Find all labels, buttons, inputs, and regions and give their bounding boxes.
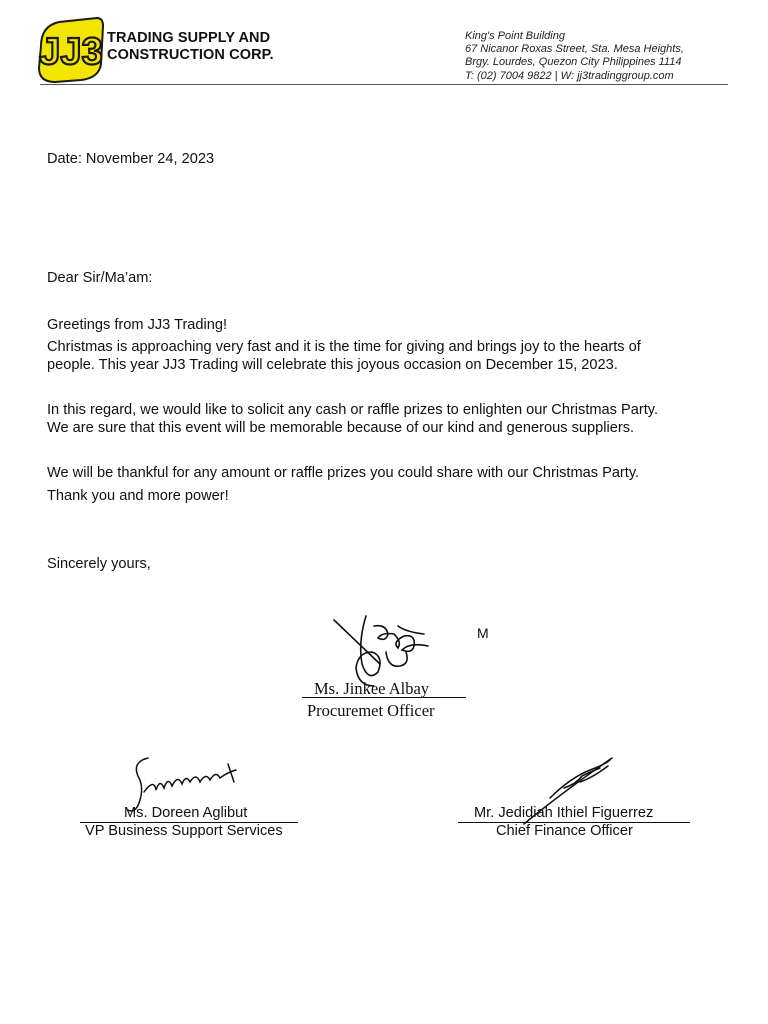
paragraph-4: Thank you and more power! (47, 488, 229, 504)
salutation: Dear Sir/Ma’am: (47, 270, 153, 286)
company-logo (35, 12, 105, 84)
signatory-title: Chief Finance Officer (496, 823, 633, 839)
company-name (107, 30, 274, 64)
company-name-line1: TRADING SUPPLY AND (107, 30, 271, 46)
signatory-name: Ms. Doreen Aglibut (124, 805, 248, 821)
initial-mark: M (477, 625, 489, 641)
paragraph-2-line-2: We are sure that this event will be memorable because of our kind and generous suppliers. (47, 420, 635, 436)
signatory-name: Mr. Jedidiah Ithiel Figuerrez (474, 805, 654, 821)
company-name-line2: CONSTRUCTION CORP. (107, 47, 274, 63)
paragraph-1-line-1: Christmas is approaching very fast and it is the time for giving and brings joy to the hearts of (47, 339, 641, 355)
letter-date: Date: November 24, 2023 (47, 151, 215, 167)
address-line: 67 Nicanor Roxas Street, Sta. Mesa Heights, (465, 43, 684, 56)
closing: Sincerely yours, (47, 556, 151, 572)
header-divider (40, 84, 728, 85)
address-line: King's Point Building (465, 30, 565, 42)
paragraph-3: We will be thankful for any amount or raffle prizes you could share with our Christmas Party. (47, 465, 640, 481)
paragraph-2-line-1: In this regard, we would like to solicit any cash or raffle prizes to enlighten our Christmas Party. (47, 402, 659, 418)
logo-lettering: JJ3 (39, 31, 103, 73)
contact-line: T: (02) 7004 9822 | W: jj3tradinggroup.com (465, 69, 674, 82)
greeting: Greetings from JJ3 Trading! (47, 317, 228, 333)
company-address (465, 30, 684, 83)
paragraph-1-line-2: people. This year JJ3 Trading will celebrate this joyous occasion on December 15, 2023. (47, 357, 618, 373)
signatory-name: Ms. Jinkee Albay (314, 679, 430, 698)
signatory-title: VP Business Support Services (85, 823, 283, 839)
signatory-title: Procuremet Officer (307, 701, 435, 720)
address-line: Brgy. Lourdes, Quezon City Philippines 1114 (465, 56, 682, 69)
jj3-logo-icon (35, 12, 105, 84)
